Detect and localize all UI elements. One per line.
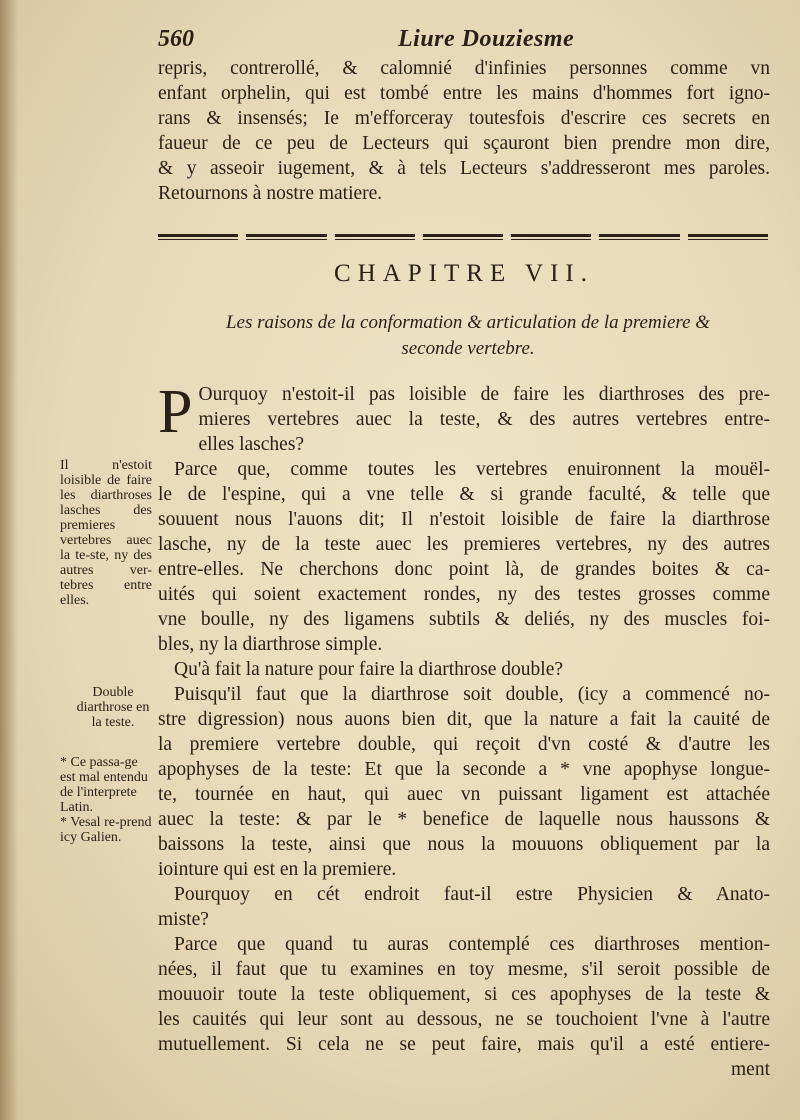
chapter-body <box>158 378 770 1082</box>
text-line: repris, contrerollé, & calomnié d'infinies personnes comme vn <box>158 58 770 79</box>
text-line: iointure qui est en la premiere. <box>158 859 397 880</box>
margin-note-item: * Vesal re-prend icy Galien. <box>60 815 152 845</box>
margin-note: Il n'estoit loisible de faire les diarthroses lasches des premieres vertebres auec la te-ste, ny des autres ver-tebres entre elles. <box>60 458 152 608</box>
text-line: Ourquoy n'estoit-il pas loisible de faire les diarthroses des pre- <box>198 384 770 405</box>
text-line: uités qui soient exactement rondes, ny des testes grosses comme <box>158 584 770 605</box>
text-line: Qu'à fait la nature pour faire la diarthrose double? <box>174 659 564 680</box>
catchword: ment <box>731 1059 770 1080</box>
chapter-subtitle <box>168 310 768 362</box>
text-line: Puisqu'il faut que la diarthrose soit double, (icy a commencé no- <box>174 684 770 705</box>
chapter-heading: CHAPITRE VII. <box>334 260 594 287</box>
text-line: souuent nous l'auons dit; Il n'estoit loisible de faire la diarthrose <box>158 509 770 530</box>
top-paragraph <box>158 56 770 206</box>
text-line: & y asseoir iugement, & à tels Lecteurs s'addresseront mes paroles. <box>158 158 770 179</box>
margin-note-item: * Ce passa-ge est mal entendu de l'interprete Latin. <box>60 755 148 815</box>
margin-note <box>60 755 152 845</box>
subtitle-line: Les raisons de la conformation & articulation de la premiere & <box>225 312 711 333</box>
ornamental-rule <box>158 234 768 244</box>
page-edge-shadow <box>0 0 18 1120</box>
text-line: auec la teste: & par le * benefice de laquelle nous haussons & <box>158 809 770 830</box>
text-line: miste? <box>158 909 209 930</box>
text-line: vne boulle, ny des ligamens subtils & deliés, ny des muscles foi- <box>158 609 770 630</box>
page-number: 560 <box>158 26 194 52</box>
text-line: rans & insensés; Ie m'efforceray toutesfois d'escrire ces secrets en <box>158 108 770 129</box>
text-line: mouuoir toute la teste obliquement, si ces apophyses de la teste & <box>158 984 770 1005</box>
text-line: Parce que quand tu auras contemplé ces diarthroses mention- <box>174 934 770 955</box>
drop-cap: P <box>158 378 193 446</box>
text-line: le de l'espine, qui a vne telle & si grande faculté, & telle que <box>158 484 770 505</box>
text-line: nées, il faut que tu examines en toy mesme, s'il seroit possible de <box>158 959 770 980</box>
text-line: la premiere vertebre double, qui reçoit d'vn costé & d'autre les <box>158 734 770 755</box>
running-head <box>158 22 768 56</box>
text-line: entre-elles. Ne cherchons donc point là, de grandes boites & ca- <box>158 559 770 580</box>
margin-note: Double diarthrose en la teste. <box>76 685 150 730</box>
text-line: baissons la teste, ainsi que nous la mouuons obliquement par la <box>158 834 770 855</box>
text-line: apophyses de la teste: Et que la seconde a * vne apophyse longue- <box>158 759 770 780</box>
text-line: lasche, ny de la teste auec les premieres vertebres, ny des autres <box>158 534 770 555</box>
book-title: Liure Douziesme <box>398 26 575 52</box>
text-line: te, tournée en haut, qui auec vn puissant ligament est attachée <box>158 784 770 805</box>
text-line: Parce que, comme toutes les vertebres enuironnent la mouël- <box>174 459 770 480</box>
text-line: enfant orphelin, qui est tombé entre les mains d'hommes fort igno- <box>158 83 770 104</box>
text-line: mutuellement. Si cela ne se peut faire, mais qu'il a esté entiere- <box>158 1034 770 1055</box>
text-line: Pourquoy en cét endroit faut-il estre Physicien & Anato- <box>174 884 770 905</box>
text-line: bles, ny la diarthrose simple. <box>158 634 383 655</box>
text-line: faueur de ce peu de Lecteurs qui sçauront bien prendre mon dire, <box>158 133 770 154</box>
text-line: elles lasches? <box>198 434 305 455</box>
subtitle-line: seconde vertebre. <box>401 338 535 359</box>
text-line: Retournons à nostre matiere. <box>158 183 383 204</box>
text-line: les cauités qui leur sont au dessous, ne se touchoient l'vne à l'autre <box>158 1009 770 1030</box>
text-line: mieres vertebres auec la teste, & des autres vertebres entre- <box>198 409 770 430</box>
text-line: stre digression) nous auons bien dit, que la nature a fait la cauité de <box>158 709 770 730</box>
